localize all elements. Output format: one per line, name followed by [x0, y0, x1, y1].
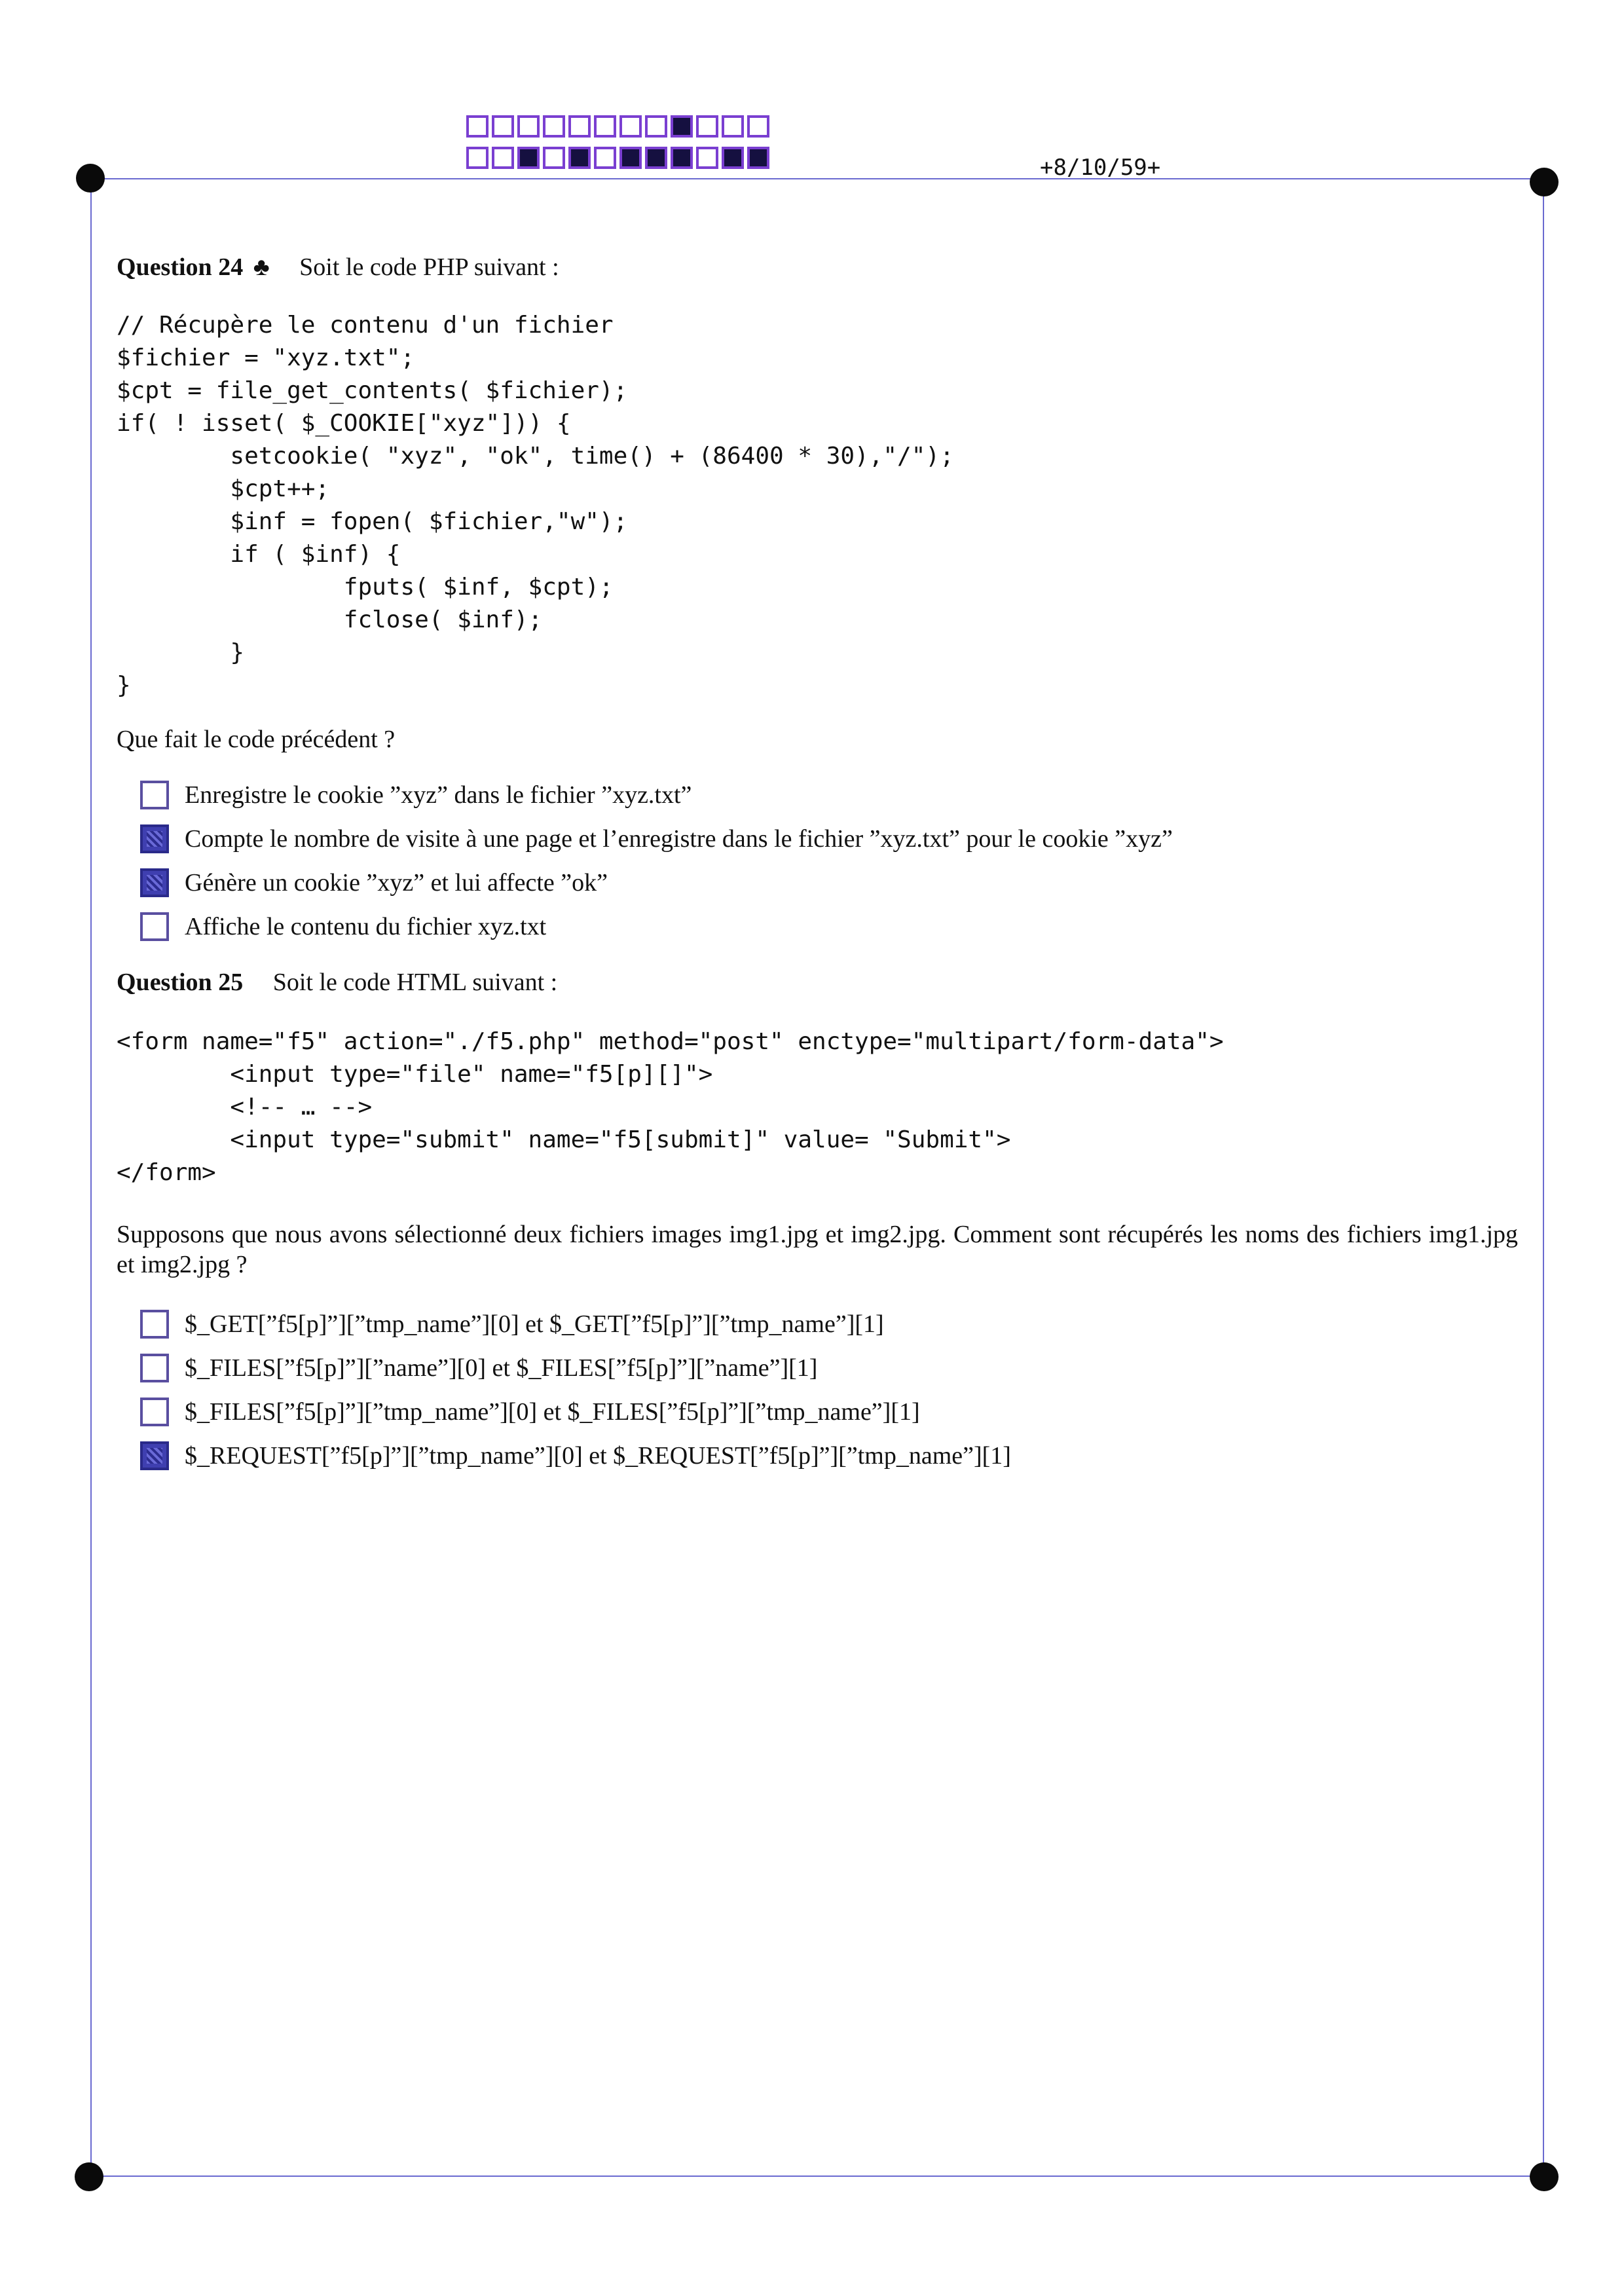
question-label: Question 24: [117, 253, 244, 281]
barcode-cell: [722, 115, 744, 138]
answer-checkbox[interactable]: [140, 1441, 169, 1470]
php-code-block: // Récupère le contenu d'un fichier $fichier = "xyz.txt"; $cpt = file_get_contents( $fichier); if( ! isset( $_COOKIE["xyz"])) { setcookie( "xyz", "ok", time() + (86400 * 30),"/"); $cpt++; $inf = fopen( $fichier,"w"); if ( $inf) { fputs( $inf, $cpt); fclose( $inf); } }: [117, 312, 954, 699]
answer-text: $_FILES[”f5[p]”][”name”][0] et $_FILES[”f5[p]”][”name”][1]: [185, 1354, 818, 1382]
barcode-row-bottom: [466, 147, 773, 169]
barcode-cell: [671, 147, 693, 169]
barcode-cell: [619, 115, 642, 138]
corner-marker-top-left: [76, 164, 105, 193]
answer-text: Compte le nombre de visite à une page et l’enregistre dans le fichier ”xyz.txt” pour le cookie ”xyz”: [185, 824, 1173, 853]
barcode-cell: [645, 115, 667, 138]
corner-marker-bottom-left: [75, 2162, 103, 2191]
answer-option[interactable]: [140, 1390, 1011, 1434]
barcode-cell: [466, 147, 489, 169]
corner-marker-top-right: [1530, 168, 1559, 196]
question-intro: Soit le code HTML suivant :: [272, 969, 558, 996]
barcode-cell: [696, 147, 718, 169]
barcode-cell: [722, 147, 744, 169]
question-25-prompt: Supposons que nous avons sélectionné deux fichiers images img1.jpg et img2.jpg. Comment sont récupérés les noms des fichiers img1.jpg et img2.jpg ?: [117, 1221, 1518, 1278]
answer-option[interactable]: [140, 904, 1173, 948]
question-label: Question 25: [117, 969, 244, 996]
barcode-cell: [747, 115, 769, 138]
answer-checkbox[interactable]: [140, 1310, 169, 1339]
answer-checkbox[interactable]: [140, 1354, 169, 1382]
answer-option[interactable]: [140, 1434, 1011, 1477]
club-icon: ♣: [253, 253, 270, 281]
barcode-cell: [568, 147, 591, 169]
barcode-cell: [568, 115, 591, 138]
barcode-cell: [517, 115, 540, 138]
question-24-answers: [140, 773, 1173, 948]
barcode-cell: [747, 147, 769, 169]
barcode-cell: [594, 147, 616, 169]
barcode-cell: [671, 115, 693, 138]
answer-checkbox[interactable]: [140, 912, 169, 941]
answer-option[interactable]: [140, 1302, 1011, 1346]
answer-option[interactable]: [140, 817, 1173, 861]
answer-text: $_GET[”f5[p]”][”tmp_name”][0] et $_GET[”f5[p]”][”tmp_name”][1]: [185, 1310, 884, 1338]
answer-text: $_REQUEST[”f5[p]”][”tmp_name”][0] et $_REQUEST[”f5[p]”][”tmp_name”][1]: [185, 1441, 1011, 1470]
answer-text: Génère un cookie ”xyz” et lui affecte ”ok”: [185, 868, 608, 897]
answer-text: Affiche le contenu du fichier xyz.txt: [185, 912, 547, 940]
question-25-answers: [140, 1302, 1011, 1477]
question-25-header: [117, 968, 557, 997]
barcode-cell: [619, 147, 642, 169]
answer-checkbox[interactable]: [140, 868, 169, 897]
barcode-cell: [543, 115, 565, 138]
answer-text: Enregistre le cookie ”xyz” dans le fichier ”xyz.txt”: [185, 781, 692, 809]
barcode-cell: [517, 147, 540, 169]
corner-marker-bottom-right: [1530, 2162, 1559, 2191]
answer-option[interactable]: [140, 1346, 1011, 1390]
answer-option[interactable]: [140, 773, 1173, 817]
barcode-cell: [696, 115, 718, 138]
answer-option[interactable]: [140, 861, 1173, 904]
question-24-header: [117, 253, 559, 282]
barcode-cell: [492, 147, 514, 169]
question-intro: Soit le code PHP suivant :: [299, 253, 559, 281]
barcode-cell: [594, 115, 616, 138]
question-24-prompt: Que fait le code précédent ?: [117, 726, 396, 753]
answer-text: $_FILES[”f5[p]”][”tmp_name”][0] et $_FILES[”f5[p]”][”tmp_name”][1]: [185, 1398, 920, 1426]
barcode-cell: [492, 115, 514, 138]
html-code-block: <form name="f5" action="./f5.php" method="post" enctype="multipart/form-data"> <input type="file" name="f5[p][]"> <!-- … --> <input type="submit" name="f5[submit]" value= "Submit"> </form>: [117, 1028, 1224, 1186]
barcode-cell: [543, 147, 565, 169]
answer-checkbox[interactable]: [140, 781, 169, 809]
answer-checkbox[interactable]: [140, 1398, 169, 1426]
barcode-row-top: [466, 115, 773, 138]
barcode-cell: [466, 115, 489, 138]
barcode-cell: [645, 147, 667, 169]
page-id: +8/10/59+: [1040, 155, 1161, 181]
answer-checkbox[interactable]: [140, 824, 169, 853]
